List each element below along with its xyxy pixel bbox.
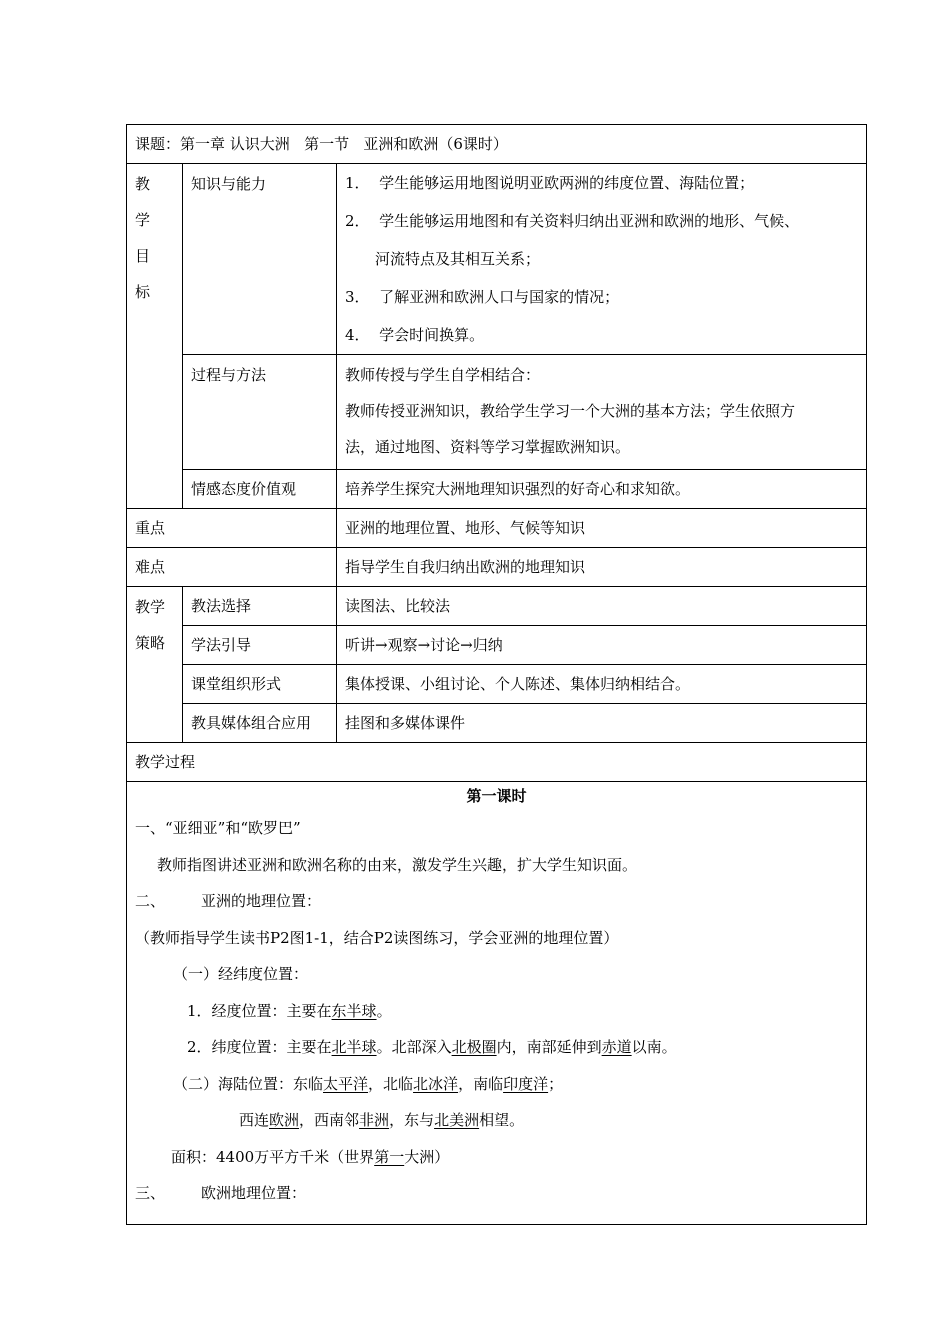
objectives-label-char: 教 (135, 175, 151, 193)
strategy-label-line: 教学 (135, 598, 166, 616)
text: 内，南部延伸到 (496, 1038, 602, 1056)
text: 。北部深入 (376, 1038, 452, 1056)
key-point-label: 重点 (127, 509, 337, 548)
section-1-title: 一、“亚细亚”和“欧罗巴” (135, 819, 301, 837)
west-line (135, 1102, 858, 1139)
answer: 印度洋 (503, 1074, 549, 1093)
text: 。 (376, 1001, 392, 1020)
longitude-line (135, 993, 858, 1030)
answer: 北极圈 (451, 1038, 497, 1056)
section-1-text: 教师指图讲述亚洲和欧洲名称的由来，激发学生兴趣，扩大学生知识面。 (157, 855, 638, 874)
section-2-title (135, 883, 858, 920)
difficulty-content: 指导学生自我归纳出欧洲的地理知识 (337, 548, 867, 587)
objectives-label-char: 学 (135, 211, 151, 229)
lesson-title: 课题：第一章 认识大洲 第一节 亚洲和欧洲（6课时） (127, 125, 867, 164)
knowledge-content (337, 164, 867, 355)
knowledge-item: 2． 学生能够运用地图和有关资料归纳出亚洲和欧洲的地形、气候、 (345, 212, 800, 230)
objective-knowledge-row (127, 164, 867, 355)
text: ，南临 (458, 1074, 504, 1093)
text: 以南。 (631, 1038, 677, 1056)
process-line: 教师传授与学生自学相结合： (345, 366, 541, 384)
process-header: 教学过程 (127, 743, 867, 782)
area-line (135, 1139, 858, 1176)
answer: 北冰洋 (413, 1074, 459, 1093)
strategy-row-label: 学法引导 (183, 626, 337, 665)
answer: 第一 (374, 1147, 405, 1166)
objectives-label-char: 标 (135, 283, 151, 301)
objective-process-row (127, 355, 867, 470)
section-2-heading: 亚洲的地理位置： (201, 892, 322, 910)
strategy-label (127, 587, 183, 743)
knowledge-item: 4． 学会时间换算。 (345, 326, 485, 344)
title-row (127, 125, 867, 164)
answer: 北半球 (331, 1038, 377, 1056)
lesson-plan-table (126, 124, 867, 1225)
answer: 欧洲 (269, 1111, 300, 1129)
strategy-row (127, 665, 867, 704)
strategy-row-label: 教法选择 (183, 587, 337, 626)
text: 1．经度位置：主要在 (187, 1001, 332, 1020)
section-3-title (135, 1175, 858, 1212)
text: ，北临 (368, 1074, 414, 1093)
lesson-heading: 第一课时 (466, 787, 527, 805)
text: 西连 (239, 1111, 270, 1129)
strategy-row (127, 587, 867, 626)
answer: 东半球 (331, 1001, 377, 1020)
objectives-label-char: 目 (135, 247, 151, 265)
knowledge-label: 知识与能力 (183, 164, 337, 355)
strategy-row-label: 教具媒体组合应用 (183, 704, 337, 743)
strategy-row (127, 626, 867, 665)
process-header-row (127, 743, 867, 782)
strategy-label-line: 策略 (135, 634, 166, 652)
strategy-row-content: 听讲→观察→讨论→归纳 (337, 626, 867, 665)
knowledge-item-continuation: 河流特点及其相互关系； (375, 250, 541, 268)
emotion-content: 培养学生探究大洲地理知识强烈的好奇心和求知欲。 (337, 470, 867, 509)
section-2-note: （教师指导学生读书P2图1-1，结合P2读图练习，学会亚洲的地理位置） (135, 928, 619, 947)
section-3-number: 三、 (135, 1184, 166, 1202)
key-point-row (127, 509, 867, 548)
latitude-line (135, 1029, 858, 1066)
difficulty-label: 难点 (127, 548, 337, 587)
difficulty-row (127, 548, 867, 587)
process-line: 教师传授亚洲知识，教给学生学习一个大洲的基本方法；学生依照方 (345, 402, 796, 420)
text: 相望。 (479, 1111, 525, 1129)
process-line: 法，通过地图、资料等学习掌握欧洲知识。 (345, 438, 631, 456)
sea-land-line (135, 1066, 858, 1103)
text: 面积：4400万平方千米（世界 (171, 1147, 375, 1166)
emotion-label: 情感态度价值观 (183, 470, 337, 509)
process-content (337, 355, 867, 470)
strategy-row-content: 读图法、比较法 (337, 587, 867, 626)
knowledge-item: 3． 了解亚洲和欧洲人口与国家的情况； (345, 288, 620, 306)
strategy-row-content: 集体授课、小组讨论、个人陈述、集体归纳相结合。 (337, 665, 867, 704)
key-point-content: 亚洲的地理位置、地形、气候等知识 (337, 509, 867, 548)
lesson-plan (126, 124, 866, 1225)
text: ； (548, 1074, 564, 1093)
answer: 赤道 (601, 1038, 632, 1056)
objective-emotion-row (127, 470, 867, 509)
subsection-lat-lon: （一）经纬度位置： (173, 965, 309, 983)
text: ，东与 (389, 1111, 435, 1129)
text: （二）海陆位置：东临 (173, 1074, 324, 1093)
answer: 北美洲 (434, 1111, 480, 1129)
section-3-heading: 欧洲地理位置： (201, 1184, 307, 1202)
objectives-label (127, 164, 183, 509)
text: ，西南邻 (299, 1111, 360, 1129)
text: 2．纬度位置：主要在 (187, 1038, 332, 1056)
lesson-body (127, 782, 867, 1225)
lesson-body-row (127, 782, 867, 1225)
strategy-row (127, 704, 867, 743)
text: 大洲） (404, 1147, 450, 1166)
answer: 非洲 (359, 1111, 390, 1129)
process-label: 过程与方法 (183, 355, 337, 470)
answer: 太平洋 (323, 1074, 369, 1093)
section-2-number: 二、 (135, 892, 166, 910)
strategy-row-label: 课堂组织形式 (183, 665, 337, 704)
knowledge-item: 1． 学生能够运用地图说明亚欧两洲的纬度位置、海陆位置； (345, 174, 755, 192)
strategy-row-content: 挂图和多媒体课件 (337, 704, 867, 743)
